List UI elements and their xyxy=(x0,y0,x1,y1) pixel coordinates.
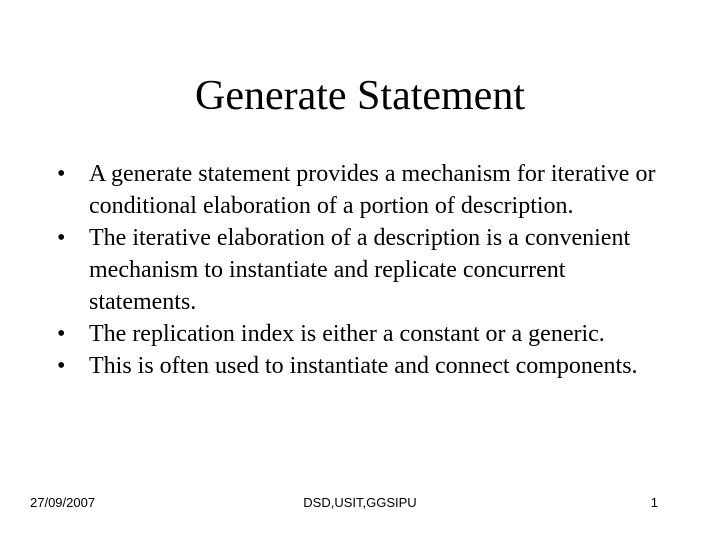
bullet-icon: • xyxy=(57,161,66,187)
bullet-icon: • xyxy=(57,225,66,251)
slide-title: Generate Statement xyxy=(194,73,525,119)
bullet-list xyxy=(57,158,677,382)
bullet-text: The iterative elaboration of a description is a convenient mechanism to instantiate and replicate concurrent statements. xyxy=(89,225,631,315)
bullet-text: This is often used to instantiate and connect components. xyxy=(89,353,638,379)
bullet-item xyxy=(57,318,677,350)
bullet-icon: • xyxy=(57,353,66,379)
bullet-text: A generate statement provides a mechanism for iterative or conditional elaboration of a portion of description. xyxy=(89,161,656,219)
footer-organization: DSD,USIT,GGSIPU xyxy=(303,495,417,510)
bullet-text: The replication index is either a constant or a generic. xyxy=(89,321,605,347)
bullet-icon: • xyxy=(57,321,66,347)
page-number: 1 xyxy=(650,495,658,510)
bullet-item xyxy=(57,158,677,222)
bullet-item xyxy=(57,222,677,318)
footer-date: 27/09/2007 xyxy=(30,495,96,510)
bullet-item xyxy=(57,350,677,382)
